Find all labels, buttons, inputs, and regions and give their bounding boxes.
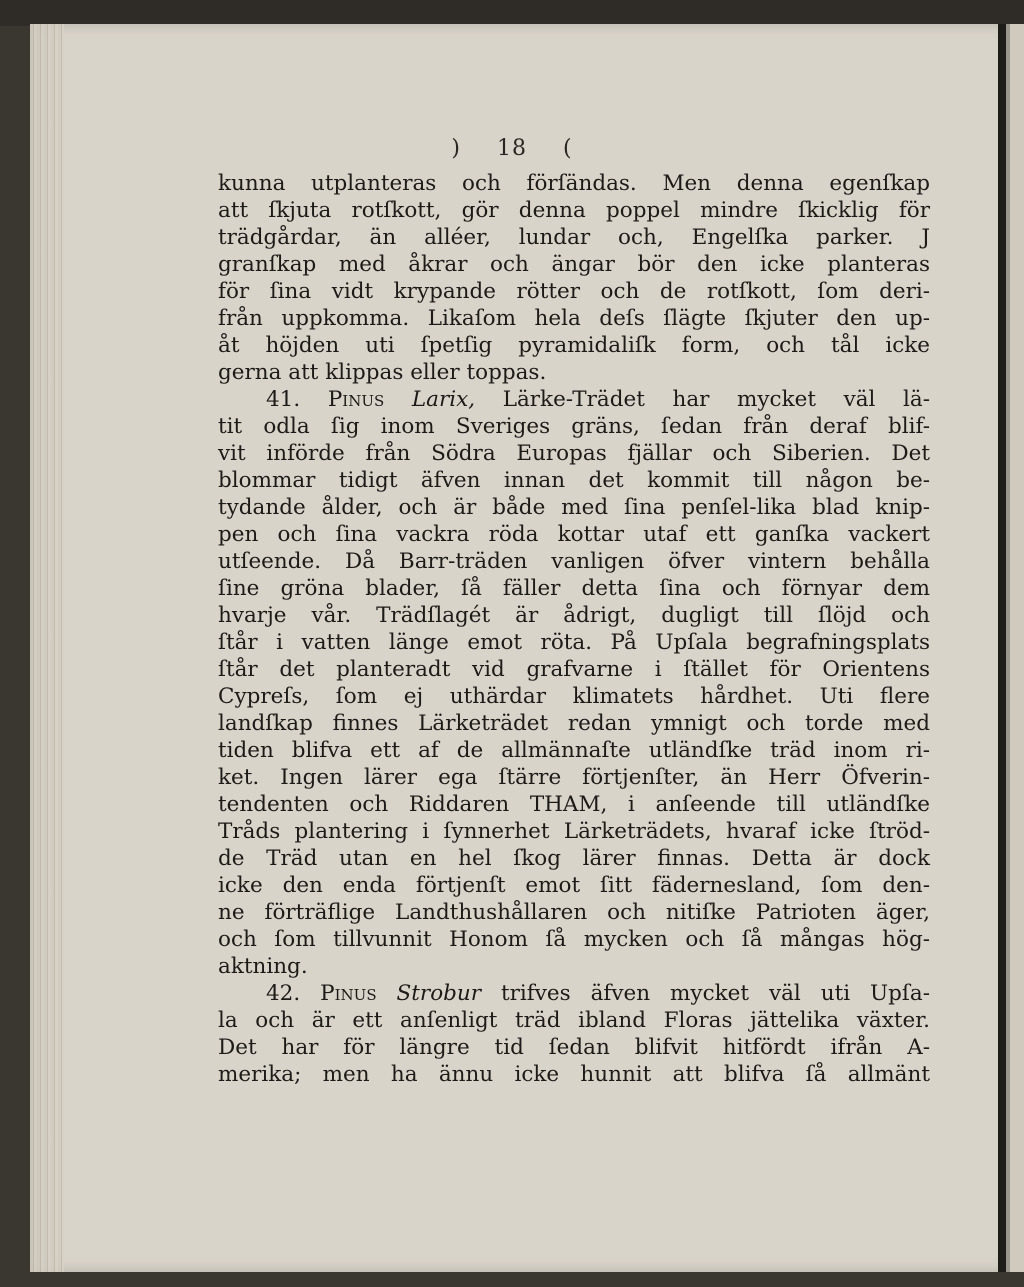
text-line: ſtår i vatten länge emot röta. På Upſala begrafningsplats xyxy=(218,630,930,655)
text-line: tiden blifva ett af de allmännaſte utländſke träd inom ri- xyxy=(218,738,930,763)
page-number: 18 xyxy=(497,136,527,161)
text-line: åt höjden uti ſpetſig pyramidaliſk form, och tål icke xyxy=(218,333,930,358)
text-line: hvarje vår. Trädſlagét är ådrigt, dugligt till ſlöjd och xyxy=(218,603,930,628)
text-line: ſine gröna blader, ſå fäller detta ſina och förnyar dem xyxy=(218,576,930,601)
text-fragment: trifves äfven mycket väl uti Upſa- xyxy=(500,981,930,1006)
text-line: merika; men ha ännu icke hunnit att blifva ſå allmänt xyxy=(218,1062,930,1087)
text-line: ne förträflige Landthushållaren och nitiſke Patrioten äger, xyxy=(218,900,930,925)
text-line: trädgårdar, än alléer, lundar och, Engelſka parker. J xyxy=(218,225,930,250)
text-line: ſtår det planteradt vid grafvarne i ſtället för Orientens xyxy=(218,657,930,682)
text-line: vit införde från Södra Europas fjällar och Siberien. Det xyxy=(218,441,930,466)
text-line: de Träd utan en hel ſkog lärer finnas. Detta är dock xyxy=(218,846,930,871)
text-line: kunna utplanteras och förſändas. Men denna egenſkap xyxy=(218,171,930,196)
running-head-right-bracket: ( xyxy=(563,136,573,161)
text-line: för ſina vidt krypande rötter och de rotſkott, ſom deri- xyxy=(218,279,930,304)
page-stack-edge xyxy=(30,24,64,1272)
paragraph-continuation xyxy=(218,170,930,386)
text-line: och ſom tillvunnit Honom ſå mycken och ſå mångas hög- xyxy=(218,927,930,952)
paragraph-42 xyxy=(218,980,930,1088)
text-line: blommar tidigt äfven innan det kommit till någon be- xyxy=(218,468,930,493)
species-name: Larix, xyxy=(411,387,476,412)
text-line: tendenten och Riddaren THAM, i anſeende till utländſke xyxy=(218,792,930,817)
running-head xyxy=(0,136,1024,161)
text-line: Tråds plantering i ſynnerhet Lärketrädets, hvaraf icke ſtröd- xyxy=(218,819,930,844)
text-fragment: Lärke-Trädet har mycket väl lä- xyxy=(502,387,930,412)
text-line: Cypreſs, ſom ej uthärdar klimatets hårdhet. Uti flere xyxy=(218,684,930,709)
text-line: icke den enda förtjenſt emot ſitt fädernesland, ſom den- xyxy=(218,873,930,898)
text-line: ket. Ingen lärer ega ſtärre förtjenſter, än Herr Öfverin- xyxy=(218,765,930,790)
paragraph-41 xyxy=(218,386,930,980)
species-name: Strobur xyxy=(396,981,482,1006)
genus-name: Pinus xyxy=(320,981,377,1006)
text-line: aktning. xyxy=(218,954,308,979)
text-line: pen och ſina vackra röda kottar utaf ett ganſka vackert xyxy=(218,522,930,547)
text-line: Det har för längre tid ſedan blifvit hitfördt ifrån A- xyxy=(218,1035,930,1060)
book-spine xyxy=(998,24,1024,1272)
running-head-left-bracket: ) xyxy=(451,136,461,161)
text-line: att ſkjuta rotſkott, gör denna poppel mindre ſkicklig för xyxy=(218,198,930,223)
entry-number: 41. xyxy=(266,387,301,412)
paragraph-first-line xyxy=(218,980,930,1007)
entry-number: 42. xyxy=(266,981,301,1006)
text-line: från uppkomma. Likaſom hela deſs ſlägte ſkjuter den up- xyxy=(218,306,930,331)
text-line: utſeende. Då Barr-träden vanligen öfver vintern behålla xyxy=(218,549,930,574)
text-line: landſkap finnes Lärketrädet redan ymnigt och torde med xyxy=(218,711,930,736)
scan-top-edge xyxy=(0,0,1024,26)
text-line: la och är ett anſenligt träd ibland Floras jättelika växter. xyxy=(218,1008,930,1033)
genus-name: Pinus xyxy=(327,387,385,412)
text-line: gerna att klippas eller toppas. xyxy=(218,360,547,385)
paragraph-first-line xyxy=(218,386,930,413)
text-line: tit odla ſig inom Sveriges gräns, ſedan från deraf blif- xyxy=(218,414,930,439)
text-line: granſkap med åkrar och ängar bör den icke planteras xyxy=(218,252,930,277)
text-line: tydande ålder, och är både med ſina penſel-lika blad knip- xyxy=(218,495,930,520)
body-text xyxy=(218,170,930,1088)
